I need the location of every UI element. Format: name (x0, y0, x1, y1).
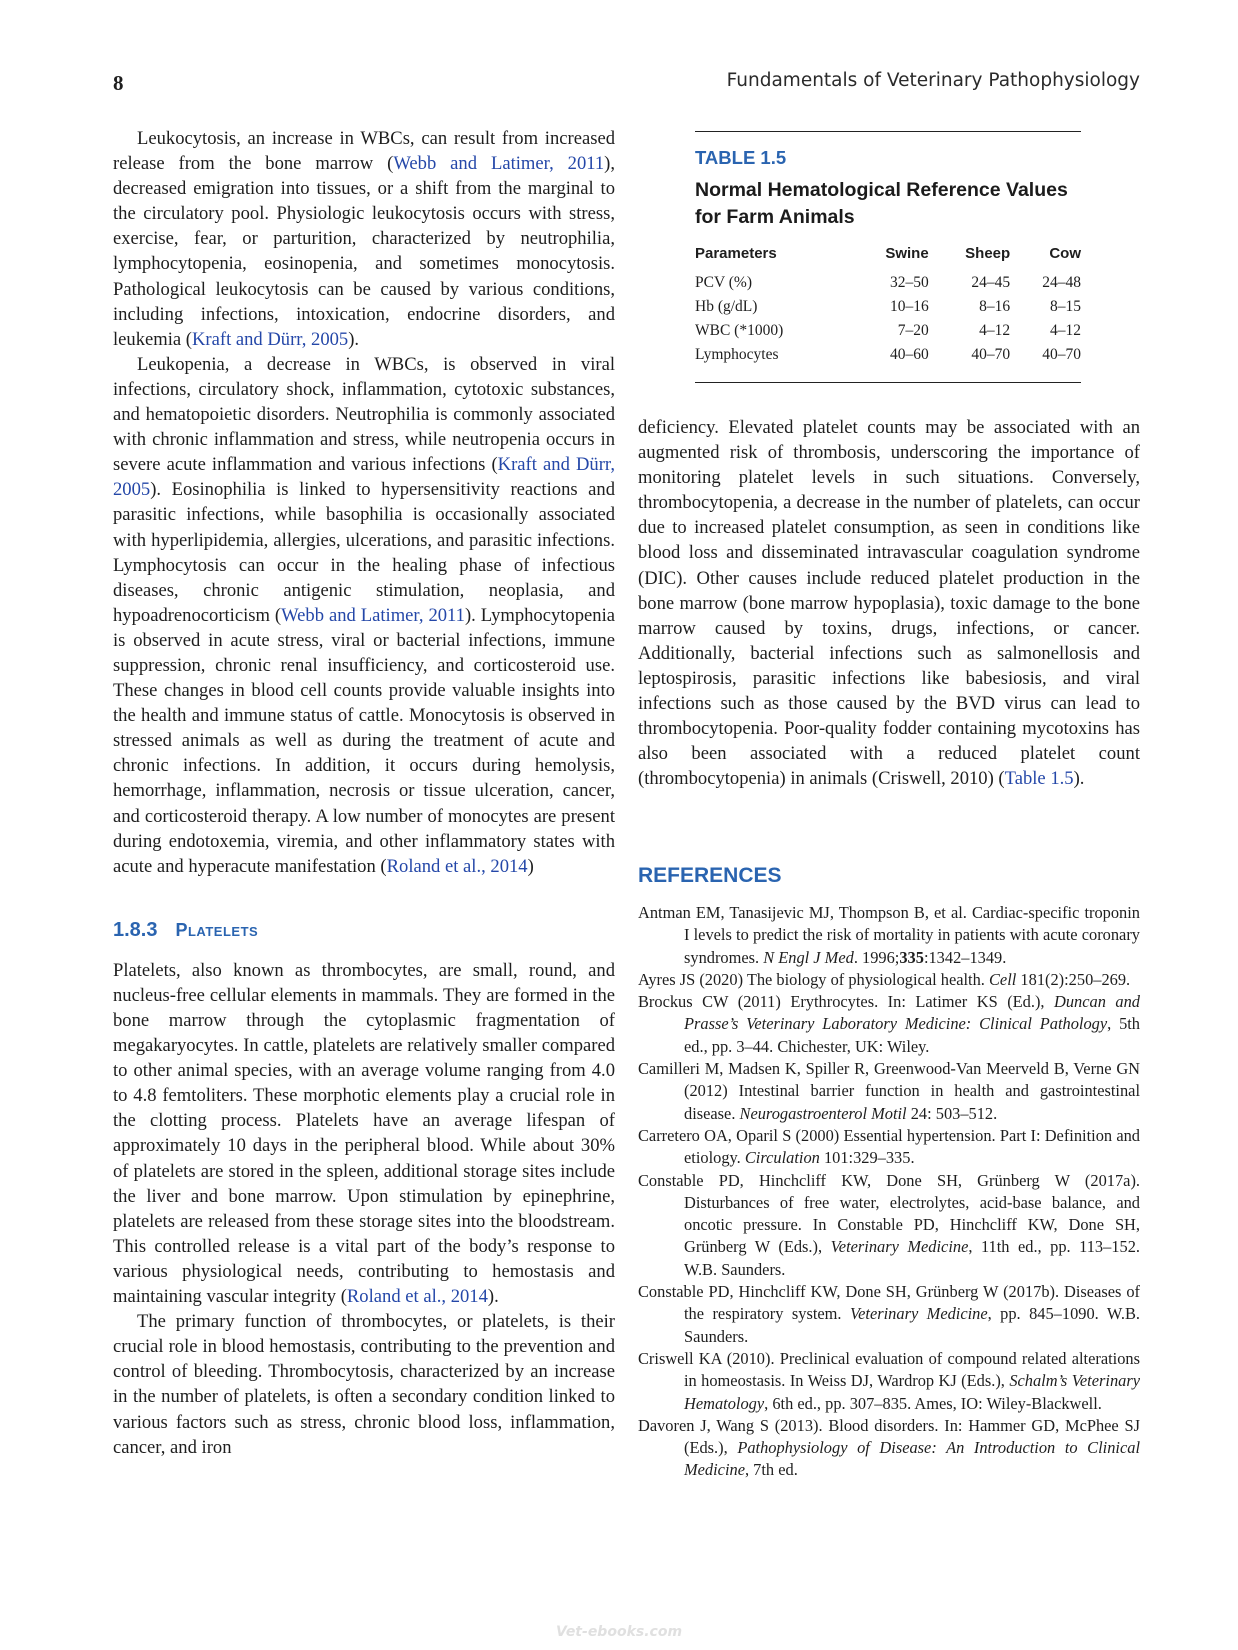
text: Platelets, also known as thrombocytes, are small, round, and nucleus-free cellular elements in mammals. They are formed in the bone marrow through the cytoplasmic fragmentation of megakaryocytes. In cattle, platelets are relatively smaller compared to other animal species, with an average volume ranging from 4.0 to 4.8 femtoliters. These morphotic elements play a crucial role in the clotting process. Platelets have an average lifespan of approximately 10 days in the peripheral blood. While about 30% of platelets are stored in the spleen, additional storage sites include the liver and bone marrow. Upon stimulation by epinephrine, platelets are released from these storage sites into the bloodstream. This controlled release is a vital part of the body’s response to various physiological needs, contributing to hemostasis and maintaining vascular integrity ( (113, 959, 615, 1308)
text: Camilleri M, Madsen K, Spiller R, Greenwood-Van Meerveld B, Verne GN (2012) Intestinal barrier function in health and gastrointestinal disease. (638, 1059, 1140, 1123)
cell: 10–16 (889, 298, 929, 315)
table-header-row (695, 245, 1081, 274)
journal: N Engl J Med (763, 947, 854, 967)
paragraph-thrombocyte-function: The primary function of thrombocytes, or platelets, is their crucial role in blood hemostasis, contributing to the prevention and control of bleeding. Thrombocytosis, characterized by an increase in the number of platelets, is often a secondary condition linked to various factors such as stress, chronic blood loss, inflammation, cancer, and iron (113, 1311, 615, 1458)
citation-link[interactable]: Webb and Latimer, 2011 (281, 604, 465, 626)
text: . 1996; (853, 947, 900, 967)
journal: Veterinary Medicine (849, 1304, 988, 1324)
cell: 4–12 (1050, 322, 1081, 339)
reference-values-table (695, 245, 1081, 370)
text: deficiency. Elevated platelet counts may be associated with an augmented risk of thrombosis, underscoring the importance of monitoring platelet levels in such situations. Conversely, thrombocytopenia, a decrease in the number of platelets, can occur due to increased platelet consumption, as seen in conditions like blood loss and disseminated intravascular coagulation syndrome (DIC). Other causes include reduced platelet production in the bone marrow (bone marrow hypoplasia), toxic damage to the bone marrow caused by toxins, drugs, infections, or cancer. Additionally, bacterial infections such as salmonellosis and leptospirosis, parasitic infections like babesiosis, and viral infections such as those caused by the BVD virus can lead to thrombocytopenia. Poor-quality fodder containing mycotoxins has also been associated with a reduced platelet count (thrombocytopenia) in animals (Criswell, 2010) ( (638, 417, 1140, 790)
text: Antman EM, Tanasijevic MJ, Thompson B, et al. Cardiac-specific troponin I levels to predict the risk of mortality in patients with acute coronary syndromes. (638, 903, 1140, 967)
cell: Lymphocytes (695, 346, 779, 363)
text: Brockus CW (2011) Erythrocytes. In: Latimer KS (Ed.), (638, 992, 1055, 1012)
reference-item (638, 1281, 1140, 1348)
citation-link[interactable]: Kraft and Dürr, 2005 (113, 454, 615, 501)
cell: 40–70 (1042, 346, 1081, 363)
text: ). (487, 1286, 499, 1308)
citation-link[interactable]: Roland et al., 2014 (386, 855, 528, 877)
paragraph-platelets (113, 958, 615, 1309)
citation-link[interactable]: Kraft and Dürr, 2005 (192, 328, 349, 350)
references-list (638, 902, 1140, 1482)
references-heading: REFERENCES (638, 864, 782, 887)
citation-link[interactable]: Roland et al., 2014 (346, 1286, 488, 1308)
text: 101:329–335. (819, 1148, 915, 1168)
text: ), decreased emigration into tissues, or a shift from the marginal to the circulatory pool. Physiologic leukocytosis occurs with stress, exercise, fear, or parturition, characterized by neutrophilia, lymphocytopenia, eosinopenia, and sometimes monocytosis. Pathological leukocytosis can be caused by various conditions, including infections, intoxication, endocrine disorders, and leukemia ( (113, 153, 615, 350)
table-row (695, 274, 1081, 298)
running-title: Fundamentals of Veterinary Pathophysiology (726, 70, 1140, 91)
cell: WBC (*1000) (695, 322, 784, 339)
text: Carretero OA, Oparil S (2000) Essential hypertension. Part I: Definition and etiology. (638, 1125, 1140, 1168)
table-caption (695, 177, 1081, 231)
table-row (695, 346, 1081, 370)
text: ) (527, 855, 534, 877)
column-header: Parameters (695, 245, 777, 262)
section-title: Platelets (175, 919, 259, 940)
column-header: Sheep (965, 245, 1011, 262)
cell: 8–15 (1050, 298, 1081, 315)
text: Ayres JS (2020) The biology of physiological health. (638, 969, 989, 989)
cell: Hb (g/dL) (695, 298, 758, 315)
text: Criswell KA (2010). Preclinical evaluation of compound related alterations in homeostasis. In Weiss DJ, Wardrop KJ (Eds.), (638, 1348, 1140, 1391)
journal: Neurogastroenterol Motil (739, 1103, 907, 1123)
volume: 335 (899, 947, 924, 967)
text: , 5th ed., pp. 3–44. Chichester, UK: Wiley. (684, 1014, 1141, 1056)
text: Constable PD, Hinchcliff KW, Done SH, Grünberg W (2017b). Diseases of the respiratory system. (638, 1282, 1140, 1324)
journal: Pathophysiology of Disease: An Introduction to Clinical Medicine (684, 1438, 1141, 1480)
table-link[interactable]: Table 1.5 (1004, 768, 1074, 790)
text: ). (348, 328, 360, 350)
cell: 7–20 (897, 322, 929, 339)
text: Davoren J, Wang S (2013). Blood disorders. In: Hammer GD, McPhee SJ (Eds.), (638, 1415, 1140, 1458)
text: :1342–1349. (923, 947, 1007, 967)
text: Leukopenia, a decrease in WBCs, is observed in viral infections, circulatory shock, inflammation, cytotoxic substances, and hematopoietic disorders. Neutrophilia is commonly associated with chronic inflammation and stress, while neutropenia occurs in severe acute inflammation and various infections ( (113, 353, 615, 476)
text: Constable PD, Hinchcliff KW, Done SH, Grünberg W (2017a). Disturbances of free water, electrolytes, acid-base balance, and oncotic pressure. In Constable PD, Hinchcliff KW, Done SH, Grünberg W (Eds.), (638, 1170, 1140, 1257)
watermark: Vet-ebooks.com (556, 1624, 683, 1640)
text: , 6th ed., pp. 307–835. Ames, IO: Wiley-Blackwell. (764, 1393, 1102, 1413)
table-1-5 (695, 131, 1081, 383)
column-header: Cow (1049, 245, 1081, 262)
cell: 24–45 (971, 274, 1011, 291)
reference-item (638, 902, 1140, 969)
page-number: 8 (113, 71, 124, 95)
reference-item (638, 1348, 1140, 1415)
text: ). (1073, 768, 1085, 790)
journal: Schalm’s Veterinary Hematology (684, 1371, 1140, 1413)
text: ). Lymphocytopenia is observed in acute stress, viral or bacterial infections, immune suppression, chronic renal insufficiency, and corticosteroid use. These changes in blood cell counts provide valuable insights into the health and immune status of cattle. Monocytosis is observed in stressed animals as well as during the treatment of acute and chronic infections. In addition, it occurs during hemolysis, hemorrhage, inflammation, necrosis or tissue ulceration, cancer, and corticosteroid therapy. A low number of monocytes are present during endotoxemia, viremia, and other inflammatory states with acute and hyperacute manifestation ( (113, 604, 615, 877)
journal: Duncan and Prasse’s Veterinary Laboratory Medicine: Clinical Pathology (684, 992, 1140, 1034)
reference-item (638, 969, 1140, 991)
citation-link[interactable]: Webb and Latimer, 2011 (393, 153, 605, 175)
paragraph-thrombocytopenia (638, 415, 1140, 791)
column-header: Swine (885, 245, 929, 262)
paragraph-leukocytosis (113, 126, 615, 352)
cell: 32–50 (889, 274, 929, 291)
reference-item (638, 1415, 1140, 1482)
reference-item (638, 1170, 1140, 1281)
text: , pp. 845–1090. W.B. Saunders. (684, 1304, 1140, 1346)
reference-item (638, 1125, 1140, 1170)
journal: Cell (989, 969, 1017, 989)
paragraph-leukopenia (113, 352, 615, 879)
table-label: TABLE 1.5 (695, 147, 787, 168)
text: , 11th ed., pp. 113–152. W.B. Saunders. (684, 1237, 1140, 1279)
table-row (695, 298, 1081, 322)
journal: Circulation (744, 1148, 820, 1168)
text: 24: 503–512. (906, 1103, 998, 1123)
reference-item (638, 1058, 1140, 1125)
text: ). Eosinophilia is linked to hypersensitivity reactions and parasitic infections, while basophilia is occasionally associated with hyperlipidemia, allergies, ulcerations, and parasitic infections. Lymphocytosis can occur in the healing phase of infectious diseases, chronic antigenic stimulation, neoplasia, and hypoadrenocorticism ( (113, 479, 615, 626)
cell: 40–60 (889, 346, 929, 363)
cell: 24–48 (1042, 274, 1081, 291)
cell: PCV (%) (695, 274, 752, 291)
section-number: 1.8.3 (113, 918, 158, 941)
cell: 4–12 (979, 322, 1011, 339)
text: Leukocytosis, an increase in WBCs, can result from increased release from the bone marrow ( (113, 128, 615, 175)
text: , 7th ed. (744, 1460, 798, 1480)
cell: 40–70 (971, 346, 1011, 363)
text: 181(2):250–269. (1016, 969, 1131, 989)
caption-line: for Farm Animals (695, 206, 855, 228)
journal: Veterinary Medicine (830, 1237, 969, 1257)
table-row (695, 322, 1081, 346)
left-column (113, 126, 615, 1460)
caption-line: Normal Hematological Reference Values (695, 179, 1068, 201)
right-column (638, 415, 1140, 791)
cell: 8–16 (979, 298, 1011, 315)
section-heading-platelets (113, 919, 615, 942)
reference-item (638, 991, 1140, 1058)
